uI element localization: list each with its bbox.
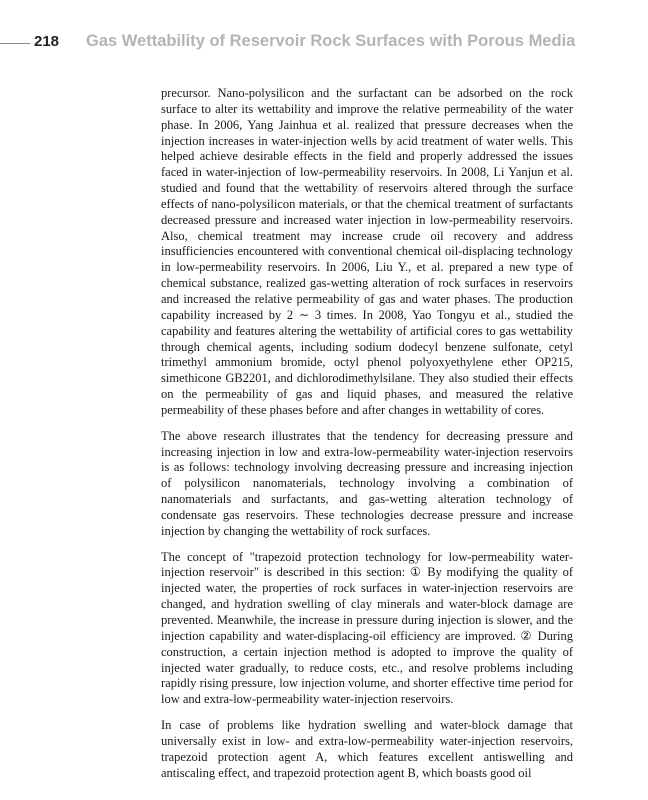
- paragraph: precursor. Nano-polysilicon and the surfactant can be adsorbed on the rock surface to alter its wettability and improve the relative permeability of the water phase. In 2006, Yang Jainhua et al. realized that pressure decreases when the injection increases in water-injection wells by acid treatment of water wells. This helped achieve desirable effects in the field and properly addressed the issues faced in water-injection of low-permeability reservoirs. In 2008, Li Yanjun et al. studied and found that the wettability of reservoirs altered through the surface effects of nano-polysilicon materials, or that the chemical treatment of surfactants decreased pressure and increased water injection in low-permeability reservoirs. Also, chemical treatment may increase crude oil recovery and address insufficiencies encountered with conventional chemical oil-displacing technology in low-permeability reservoirs. In 2006, Liu Y., et al. prepared a new type of chemical substance, realized gas-wetting alteration of rock surfaces in reservoirs and increased the relative permeability of gas and water phases. The production capability increased by 2 ∼ 3 times. In 2008, Yao Tongyu et al., studied the capability and features altering the wettability of artificial cores to gas wettability through chemical agents, including sodium dodecyl benzene sulfonate, cetyl trimethyl ammonium bromide, octyl phenol polyoxyethylene ether OP215, simethicone GB2201, and dichlorodimethylsilane. They also studied their effects on the permeability of gas and liquid phases, and measured the relative permeability of these phases before and after changes in wettability of cores.: [161, 86, 573, 417]
- body-text: [161, 86, 573, 791]
- running-title: Gas Wettability of Reservoir Rock Surfaces with Porous Media: [86, 32, 576, 50]
- paragraph: In case of problems like hydration swelling and water-block damage that universally exist in low- and extra-low-permeability water-injection reservoirs, trapezoid protection agent A, which features excellent antiswelling and antiscaling effect, and trapezoid protection agent B, which boasts good oil: [161, 718, 573, 780]
- paragraph: The above research illustrates that the tendency for decreasing pressure and increasing injection in low and extra-low-permeability water-injection reservoirs is as follows: technology involving decreasing pressure and increasing injection of polysilicon nanomaterials, technology involving a combination of nanomaterials and surfactants, and gas-wetting alteration technology of condensate gas reservoirs. These technologies decrease pressure and increase injection by changing the wettability of rock surfaces.: [161, 428, 573, 538]
- running-header: [0, 30, 648, 56]
- page-number: 218: [34, 33, 60, 50]
- paragraph: The concept of "trapezoid protection technology for low-permeability water-injection reservoir" is described in this section: ① By modifying the quality of injected water, the properties of rock surfaces in water-injection reservoirs are changed, and hydration swelling of clay minerals and water-block damage are prevented. Meanwhile, the increase in pressure during injection is slower, and the injection capability and water-displacing-oil efficiency are improved. ② During construction, a certain injection method is adopted to improve the quality of injected water gradually, to reduce costs, etc., and resolve problems including rapidly rising pressure, low injection volume, and shorter effective time period for low and extra-low-permeability water-injection reservoirs.: [161, 549, 573, 707]
- header-rule: [0, 43, 30, 44]
